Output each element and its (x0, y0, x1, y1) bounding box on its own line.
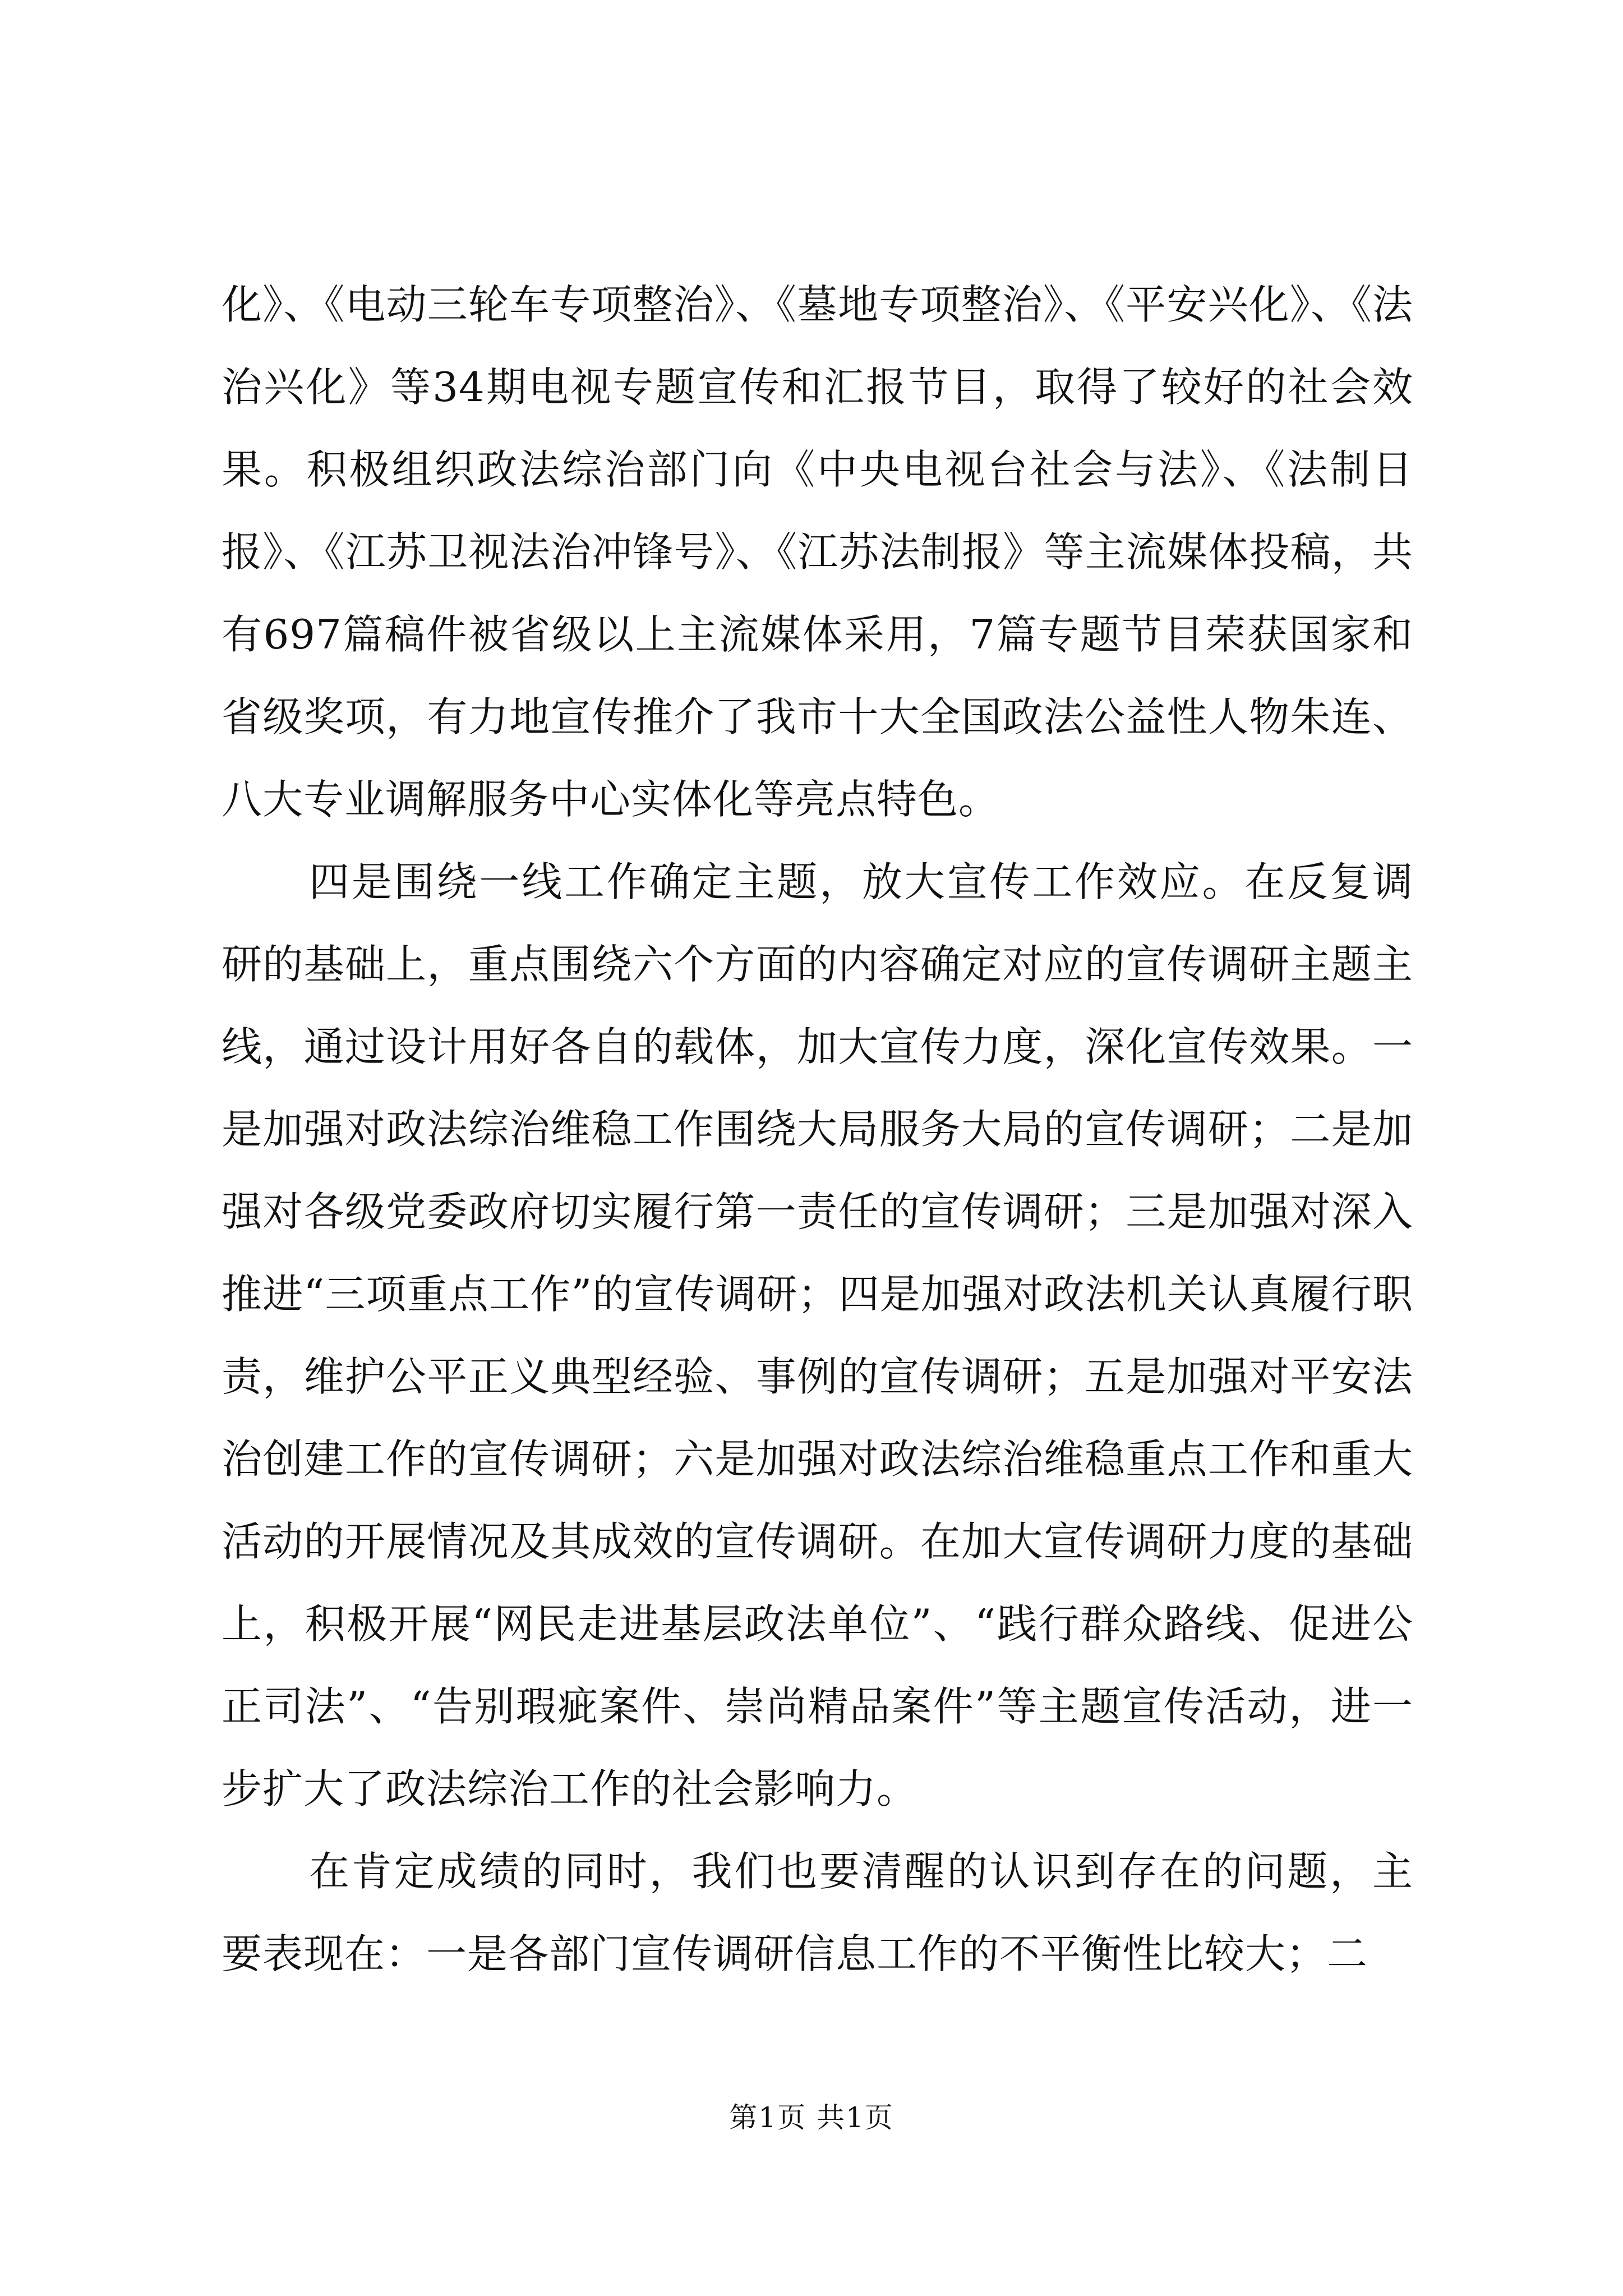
paragraph-continued: 化》、《电动三轮车专项整治》、《墓地专项整治》、《平安兴化》、《法治兴化》等34期电视专题宣传和汇报节目，取得了较好的社会效果。积极组织政法综治部门向《中央电视台社会与法》、《法制日报》、《江苏卫视法治冲锋号》、《江苏法制报》等主流媒体投稿，共有697篇稿件被省级以上主流媒体采用，7篇专题节目荣获国家和省级奖项，有力地宣传推介了我市十大全国政法公益性人物朱连、八大专业调解服务中心实体化等亮点特色。 (222, 281, 1413, 823)
paragraph-problems: 在肯定成绩的同时，我们也要清醒的认识到存在的问题，主要表现在：一是各部门宣传调研信息工作的不平衡性比较大；二 (222, 1848, 1413, 1977)
paragraph-fourth-point: 四是围绕一线工作确定主题，放大宣传工作效应。在反复调研的基础上，重点围绕六个方面的内容确定对应的宣传调研主题主线，通过设计用好各自的载体，加大宣传力度，深化宣传效果。一是加强对政法综治维稳工作围绕大局服务大局的宣传调研；二是加强对各级党委政府切实履行第一责任的宣传调研；三是加强对深入推进“三项重点工作”的宣传调研；四是加强对政法机关认真履行职责，维护公平正义典型经验、事例的宣传调研；五是加强对平安法治创建工作的宣传调研；六是加强对政法综治维稳重点工作和重大活动的开展情况及其成效的宣传调研。在加大宣传调研力度的基础上，积极开展“网民走进基层政法单位”、“践行群众路线、促进公正司法”、“告别瑕疵案件、崇尚精品案件”等主题宣传活动，进一步扩大了政法综治工作的社会影响力。 (222, 858, 1413, 1812)
page-footer: 第1页 共1页 (729, 2101, 894, 2134)
document-body (222, 264, 1413, 1995)
